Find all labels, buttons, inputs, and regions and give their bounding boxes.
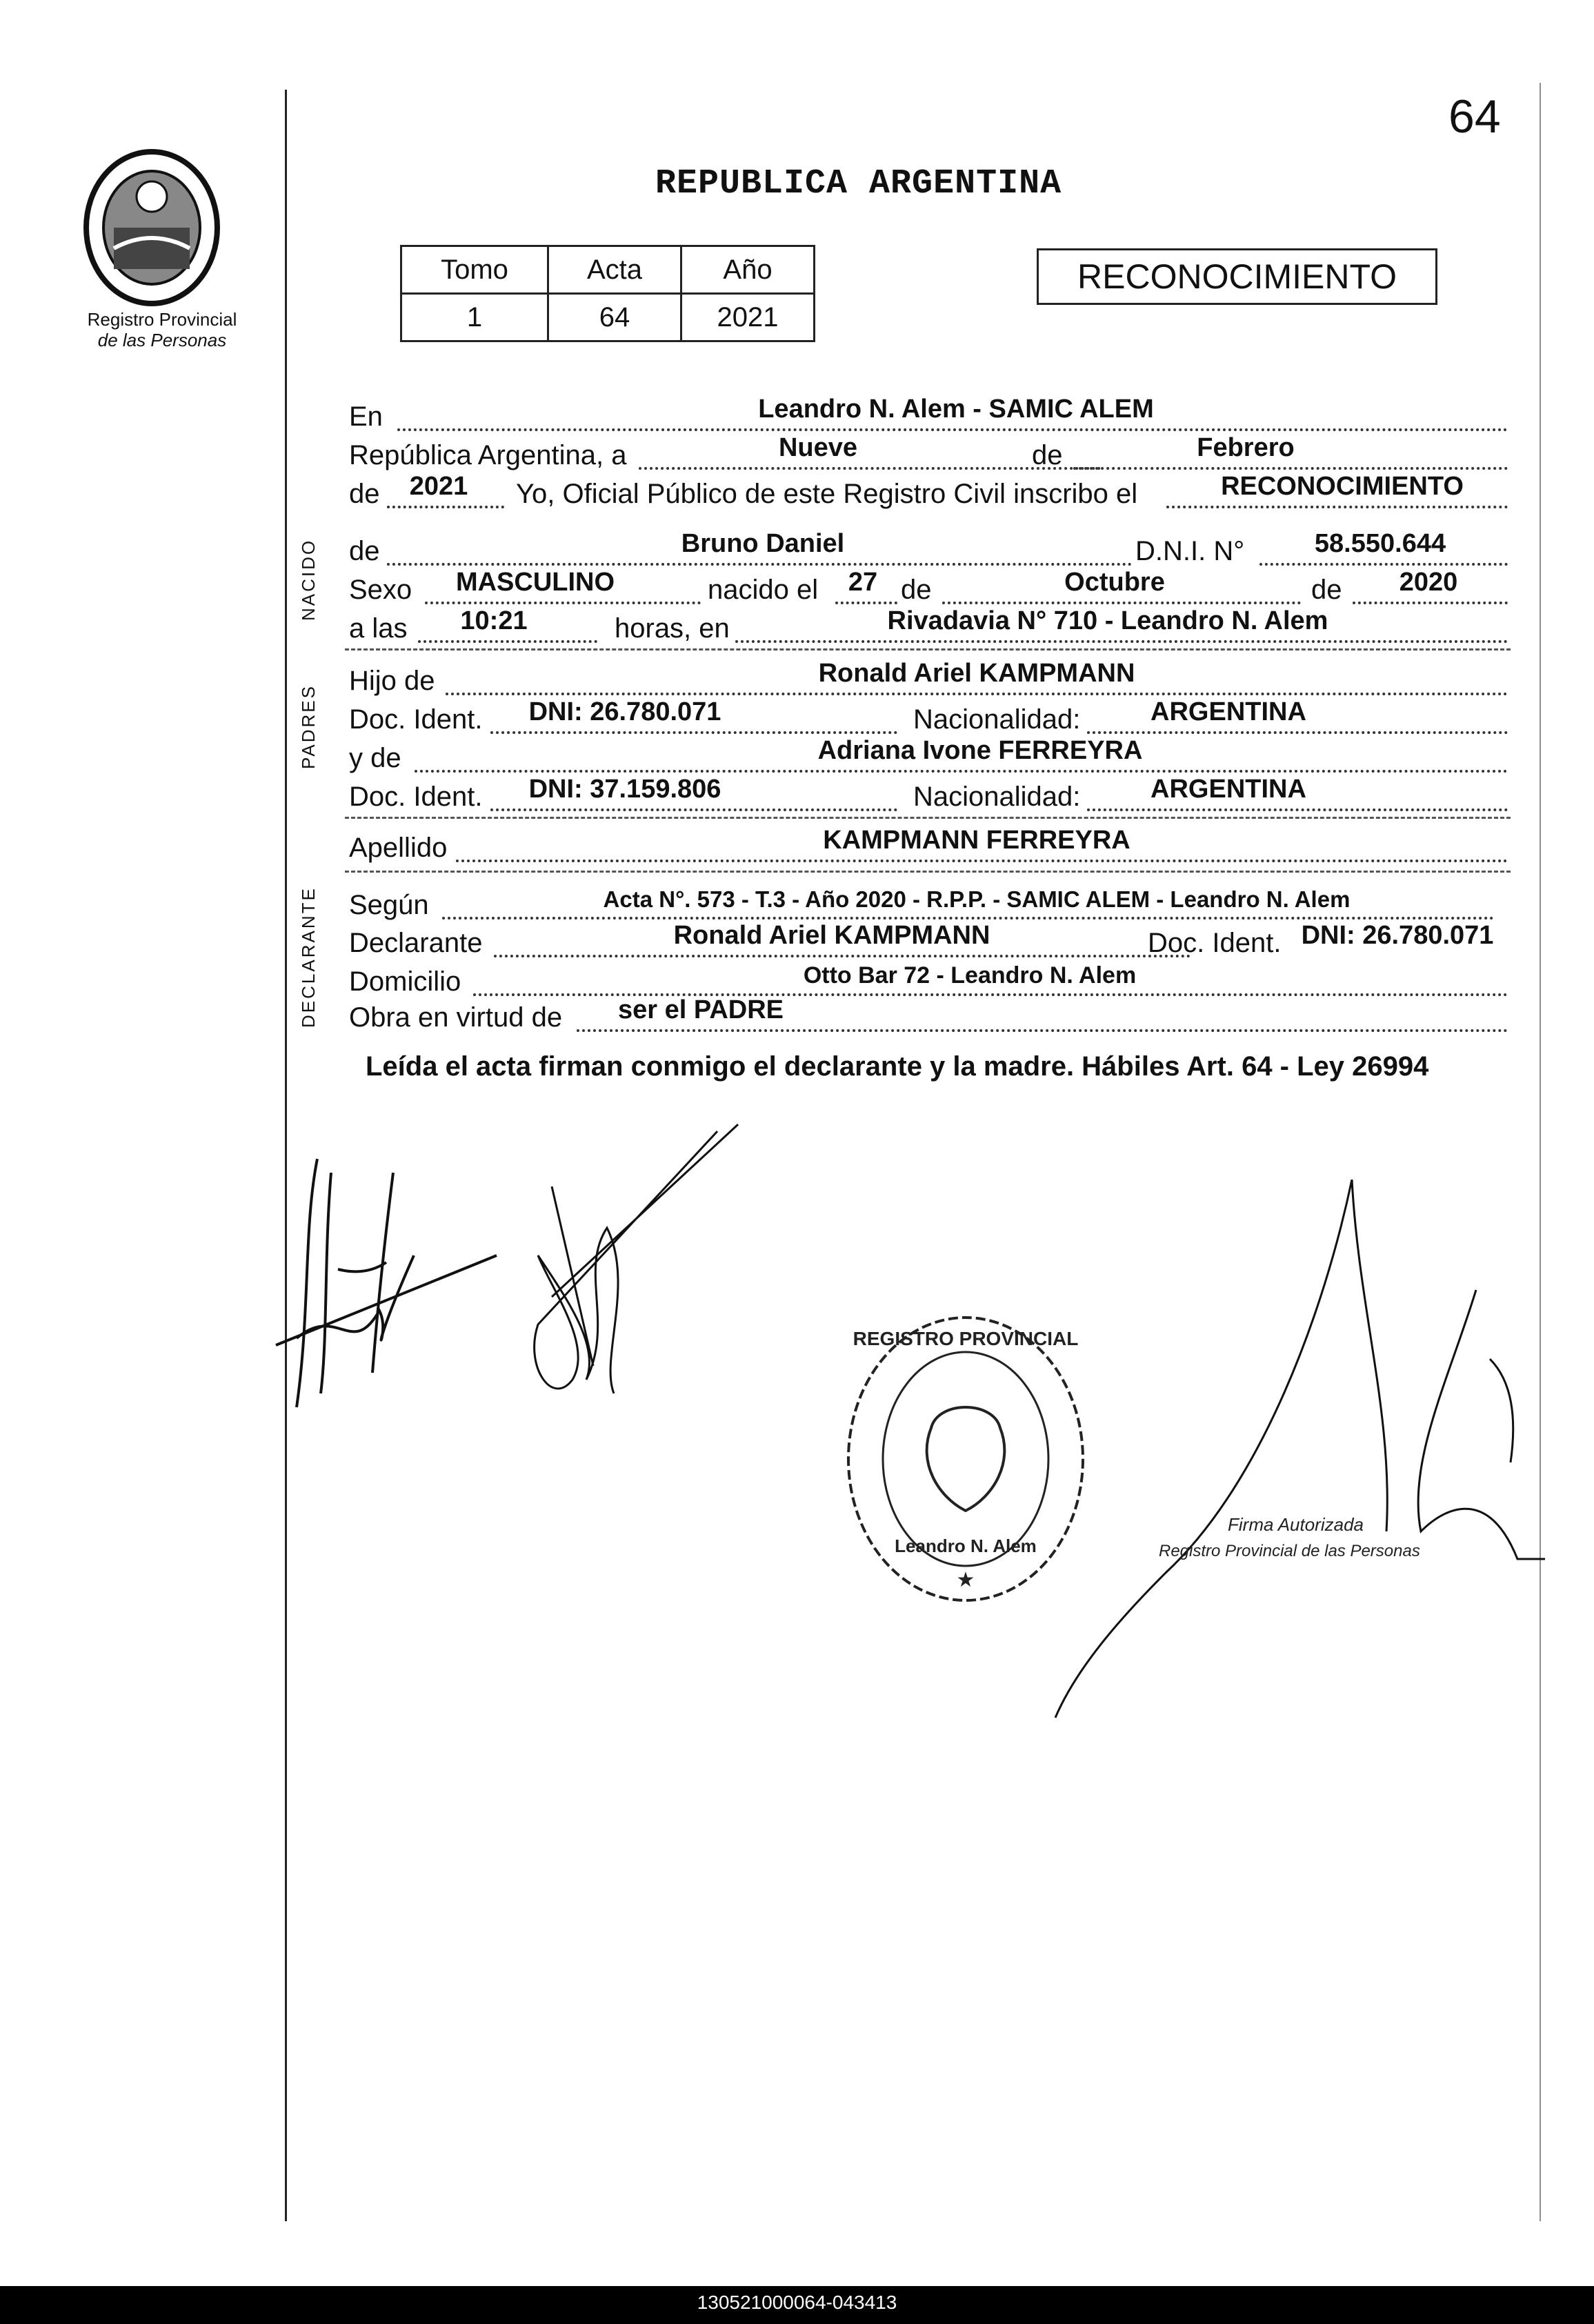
en-label: En bbox=[349, 401, 383, 432]
row-republica bbox=[349, 435, 1508, 474]
stamp-inner-text: Leandro N. Alem bbox=[895, 1536, 1037, 1556]
dotted-line bbox=[446, 693, 1508, 695]
apellido-label: Apellido bbox=[349, 833, 448, 863]
birth-month-value: Octubre bbox=[1064, 568, 1165, 597]
dotted-line bbox=[490, 731, 897, 734]
nacido-label: nacido el bbox=[708, 575, 819, 605]
surname-value: KAMPMANN FERREYRA bbox=[823, 826, 1130, 855]
table-header: Tomo bbox=[401, 246, 548, 294]
dotted-line bbox=[456, 860, 1508, 862]
logo-caption-1: Registro Provincial bbox=[87, 309, 237, 330]
dni-label: D.N.I. N° bbox=[1135, 536, 1245, 566]
father-nationality-value: ARGENTINA bbox=[1150, 697, 1306, 726]
row-segun bbox=[349, 885, 1508, 924]
right-margin-line bbox=[1540, 83, 1541, 2221]
father-name-value: Ronald Ariel KAMPMANN bbox=[818, 659, 1135, 688]
de-label: de bbox=[901, 575, 932, 605]
row-en bbox=[349, 397, 1508, 435]
dotted-line bbox=[387, 563, 1132, 566]
row-father bbox=[349, 661, 1508, 699]
inscribo-label: Yo, Oficial Público de este Registro Civil inscribo el bbox=[516, 479, 1138, 509]
dotted-line bbox=[1259, 563, 1508, 566]
act-type-box: RECONOCIMIENTO bbox=[1037, 248, 1437, 305]
dotted-line bbox=[577, 1029, 1508, 1032]
segun-label: Según bbox=[349, 890, 429, 920]
row-mother-doc bbox=[349, 777, 1508, 815]
section-separator bbox=[345, 871, 1511, 873]
row-obra bbox=[349, 997, 1508, 1036]
a-las-label: a las bbox=[349, 613, 408, 644]
segun-value: Acta N°. 573 - T.3 - Año 2020 - R.P.P. - SAMIC ALEM - Leandro N. Alem bbox=[603, 886, 1351, 912]
side-label-padres: PADRES bbox=[298, 684, 319, 769]
dotted-line bbox=[425, 602, 701, 604]
mother-doc-value: DNI: 37.159.806 bbox=[528, 775, 721, 804]
svg-text:★: ★ bbox=[956, 1569, 975, 1591]
row-father-doc bbox=[349, 699, 1508, 738]
dotted-line bbox=[442, 917, 1494, 920]
address-value: Otto Bar 72 - Leandro N. Alem bbox=[803, 962, 1137, 989]
section-separator bbox=[345, 817, 1511, 819]
logo-caption-2: de las Personas bbox=[97, 330, 227, 350]
declarant-doc-value: DNI: 26.780.071 bbox=[1301, 921, 1494, 950]
stamp-ring-text: REGISTRO PROVINCIAL bbox=[853, 1328, 1079, 1349]
row-surname bbox=[349, 828, 1508, 866]
nationality-label: Nacionalidad: bbox=[913, 704, 1081, 735]
birth-time-value: 10:21 bbox=[460, 606, 528, 635]
de-label: de bbox=[349, 479, 380, 509]
dotted-line bbox=[1087, 808, 1508, 811]
day-value: Nueve bbox=[778, 433, 858, 462]
row-address bbox=[349, 962, 1508, 1000]
child-name-value: Bruno Daniel bbox=[681, 529, 845, 558]
registry-stamp bbox=[835, 1304, 1097, 1614]
doc-label: Doc. Ident. bbox=[1148, 928, 1282, 958]
table-header: Acta bbox=[548, 246, 681, 294]
row-mother bbox=[349, 738, 1508, 777]
year-value: 2021 bbox=[409, 472, 468, 501]
birth-place-value: Rivadavia N° 710 - Leandro N. Alem bbox=[887, 606, 1328, 635]
row-declarant bbox=[349, 923, 1508, 962]
row-child-name bbox=[349, 531, 1508, 570]
month-value: Febrero bbox=[1197, 433, 1295, 462]
birth-year-value: 2020 bbox=[1399, 568, 1458, 597]
domicilio-label: Domicilio bbox=[349, 966, 461, 997]
signature-mother bbox=[510, 1118, 759, 1421]
child-dni-value: 58.550.644 bbox=[1314, 529, 1446, 558]
dotted-line bbox=[1087, 731, 1508, 734]
tomo-value: 1 bbox=[401, 294, 548, 341]
register-table bbox=[400, 245, 815, 342]
ano-value: 2021 bbox=[681, 294, 815, 341]
dotted-line bbox=[387, 506, 504, 508]
dotted-line bbox=[1073, 467, 1508, 470]
sex-value: MASCULINO bbox=[455, 568, 615, 597]
section-separator bbox=[345, 648, 1511, 650]
dotted-line bbox=[418, 640, 597, 643]
dotted-line bbox=[490, 808, 897, 811]
footer-code: 130521000064-043413 bbox=[697, 2292, 897, 2313]
signature-declarant bbox=[255, 1131, 517, 1421]
dotted-line bbox=[415, 770, 1508, 773]
hijo-label: Hijo de bbox=[349, 666, 435, 696]
republic-label: República Argentina, a bbox=[349, 440, 627, 470]
birth-day-value: 27 bbox=[848, 568, 878, 597]
obra-value: ser el PADRE bbox=[617, 995, 784, 1024]
closing-statement: Leída el acta firman conmigo el declarante y la madre. Hábiles Art. 64 - Ley 26994 bbox=[366, 1051, 1429, 1082]
mother-name-value: Adriana Ivone FERREYRA bbox=[817, 736, 1143, 765]
dotted-line bbox=[397, 428, 1508, 431]
de-label: de bbox=[1311, 575, 1342, 605]
dotted-line bbox=[1166, 506, 1508, 508]
row-sex bbox=[349, 570, 1508, 608]
father-doc-value: DNI: 26.780.071 bbox=[528, 697, 721, 726]
side-label-declarante: DECLARANTE bbox=[298, 886, 319, 1028]
de-label: de bbox=[349, 536, 380, 566]
official-stamp-line2: Registro Provincial de las Personas bbox=[1159, 1542, 1420, 1560]
dotted-line bbox=[494, 955, 1190, 957]
table-header: Año bbox=[681, 246, 815, 294]
row-time-place bbox=[349, 608, 1508, 647]
declarant-name-value: Ronald Ariel KAMPMANN bbox=[673, 921, 990, 950]
dotted-line bbox=[735, 640, 1508, 643]
dotted-line bbox=[942, 602, 1301, 604]
dotted-line bbox=[835, 602, 897, 604]
obra-label: Obra en virtud de bbox=[349, 1002, 563, 1033]
yde-label: y de bbox=[349, 743, 401, 773]
doc-label: Doc. Ident. bbox=[349, 782, 483, 812]
nationality-label: Nacionalidad: bbox=[913, 782, 1081, 812]
official-stamp-line1: Firma Autorizada bbox=[1228, 1514, 1364, 1535]
header-title: REPUBLICA ARGENTINA bbox=[655, 164, 1062, 203]
acta-value: 64 bbox=[548, 294, 681, 341]
act-value: RECONOCIMIENTO bbox=[1221, 472, 1464, 501]
province-seal-logo bbox=[76, 145, 228, 310]
sexo-label: Sexo bbox=[349, 575, 412, 605]
declarante-label: Declarante bbox=[349, 928, 483, 958]
signature-officer bbox=[1035, 1173, 1552, 1738]
side-label-nacido: NACIDO bbox=[298, 538, 319, 621]
mother-nationality-value: ARGENTINA bbox=[1150, 775, 1306, 804]
de-label: de bbox=[1032, 440, 1063, 470]
doc-label: Doc. Ident. bbox=[349, 704, 483, 735]
page-number: 64 bbox=[1448, 90, 1501, 143]
dotted-line bbox=[1353, 602, 1508, 604]
horas-label: horas, en bbox=[615, 613, 730, 644]
location-value: Leandro N. Alem - SAMIC ALEM bbox=[758, 395, 1154, 424]
row-year bbox=[349, 474, 1508, 513]
